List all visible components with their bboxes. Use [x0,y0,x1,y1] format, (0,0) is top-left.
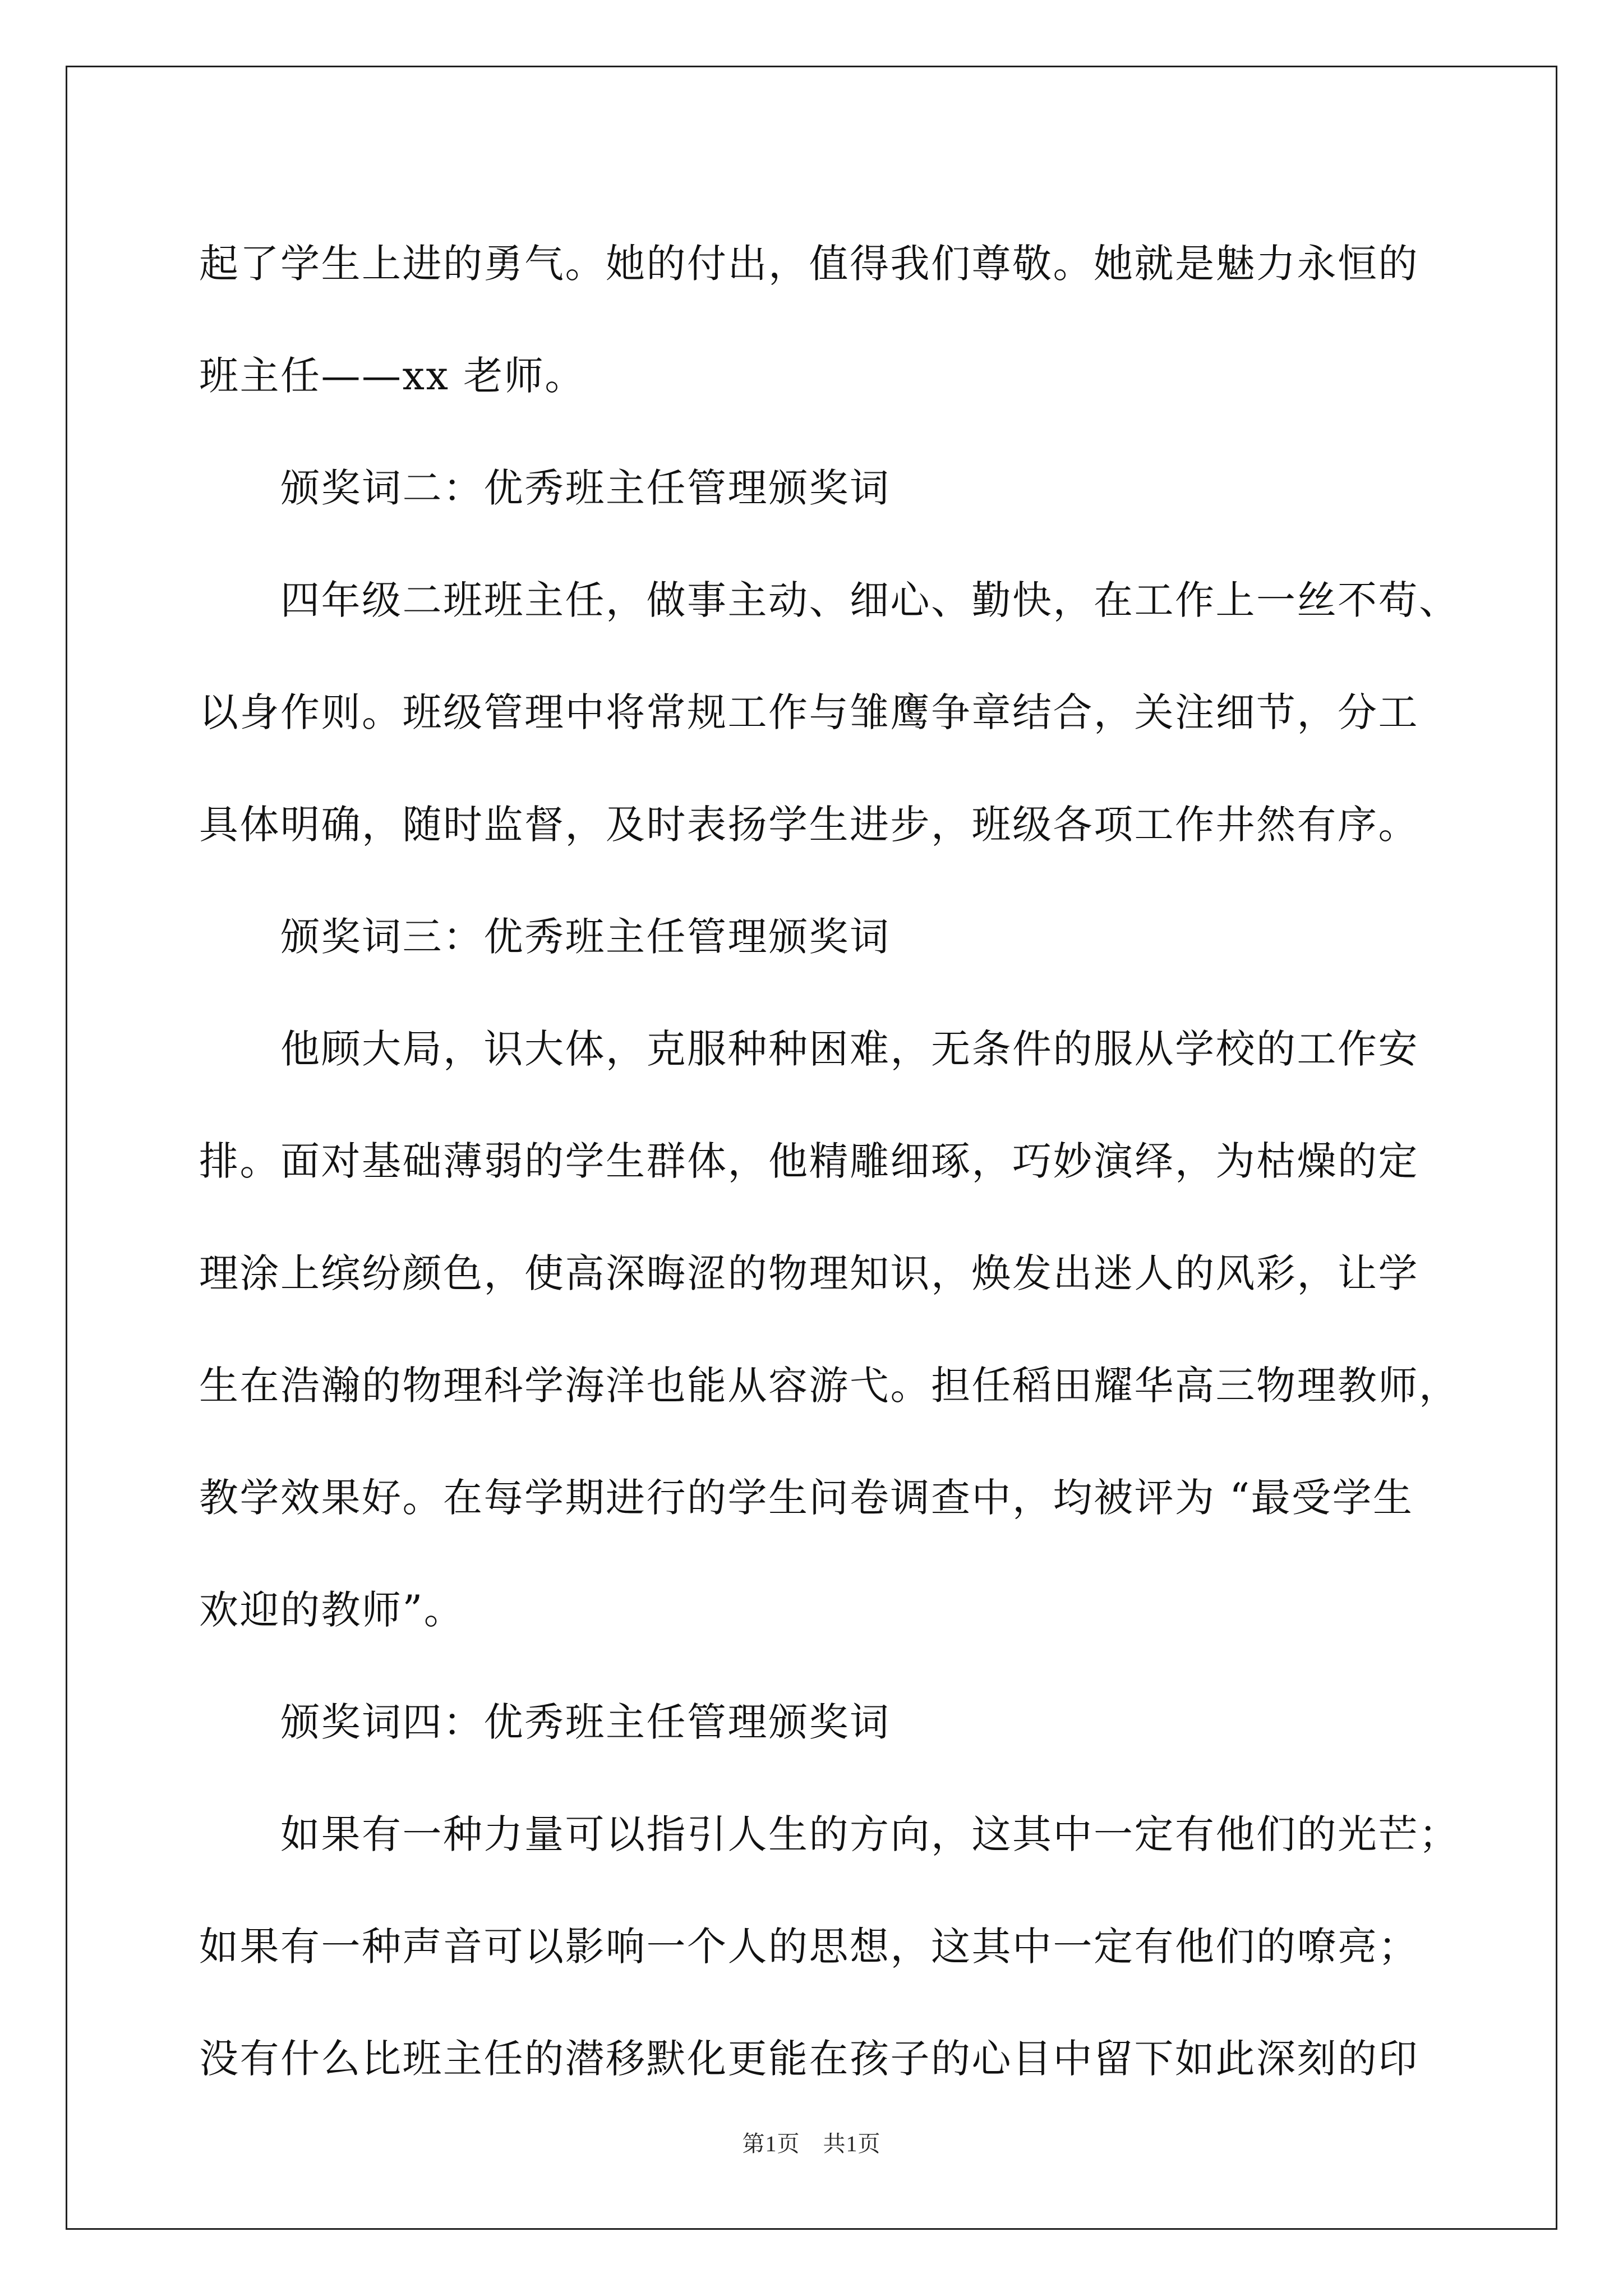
paragraph-line: 具体明确，随时监督，及时表扬学生进步，班级各项工作井然有序。 [199,802,1419,848]
paragraph-line: 欢迎的教师”。 [199,1587,465,1633]
page-footer: 第1页 共1页 [742,2131,881,2156]
section-heading: 颁奖词四：优秀班主任管理颁奖词 [280,1699,891,1745]
paragraph-line: 班主任——xx 老师。 [199,353,585,399]
paragraph-line: 排。面对基础薄弱的学生群体，他精雕细琢，巧妙演绎，为枯燥的定 [199,1138,1419,1184]
paragraph-line: 如果有一种力量可以指引人生的方向，这其中一定有他们的光芒； [280,1811,1460,1857]
paragraph-line: 他顾大局，识大体，克服种种困难，无条件的服从学校的工作安 [280,1026,1419,1072]
section-heading: 颁奖词二：优秀班主任管理颁奖词 [280,465,891,511]
section-heading: 颁奖词三：优秀班主任管理颁奖词 [280,914,891,960]
paragraph-line: 起了学生上进的勇气。她的付出，值得我们尊敬。她就是魅力永恒的 [199,241,1419,287]
paragraph-line: 理涂上缤纷颜色，使高深晦涩的物理知识，焕发出迷人的风彩，让学 [199,1250,1419,1296]
paragraph-line: 生在浩瀚的物理科学海洋也能从容游弋。担任稻田耀华高三物理教师， [199,1363,1460,1409]
paragraph-line: 没有什么比班主任的潜移默化更能在孩子的心目中留下如此深刻的印 [199,2036,1419,2082]
paragraph-line: 教学效果好。在每学期进行的学生问卷调查中，均被评为 “最受学生 [199,1475,1414,1521]
paragraph-line: 以身作则。班级管理中将常规工作与雏鹰争章结合，关注细节，分工 [199,689,1419,735]
paragraph-line: 如果有一种声音可以影响一个人的思想，这其中一定有他们的嘹亮； [199,1924,1419,1970]
paragraph-line: 四年级二班班主任，做事主动、细心、勤快，在工作上一丝不苟、 [280,577,1460,623]
